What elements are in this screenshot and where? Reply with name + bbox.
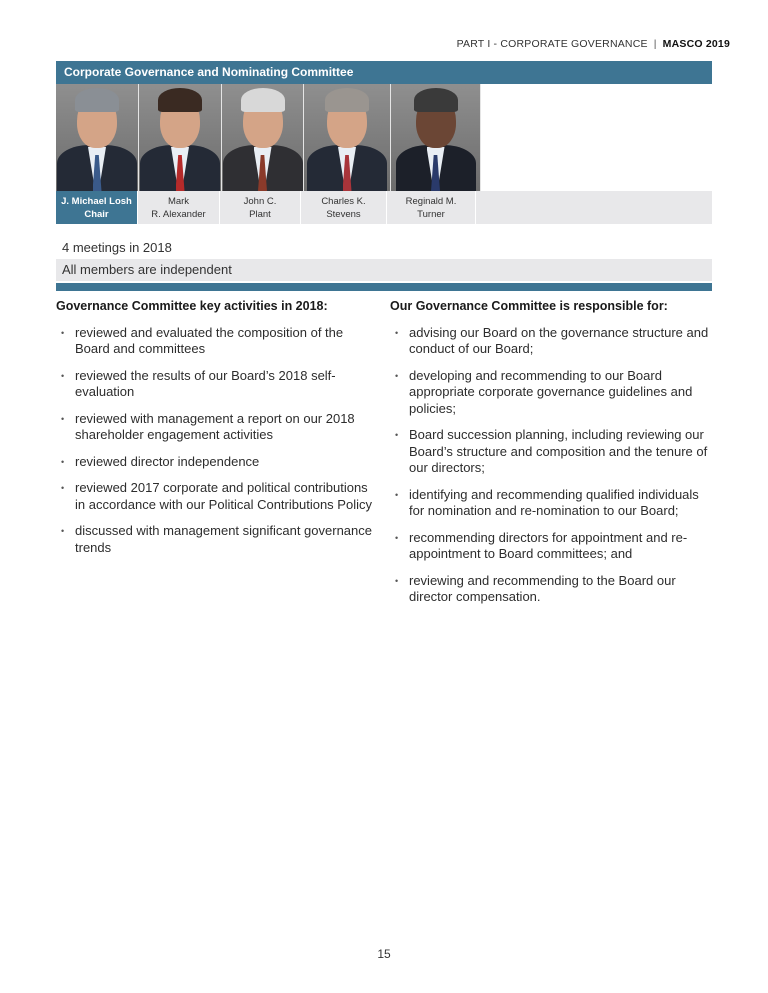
list-item: • reviewed 2017 corporate and political contributions in accordance with our Political Contributions Policy [56,480,374,513]
member-name-cell [138,191,220,224]
list-item: • Board succession planning, including reviewing our Board’s structure and composition and the tenure of our directors; [390,427,712,477]
member-name-cell [387,191,476,224]
member-name: Stevens [326,208,361,220]
page-number: 15 [377,947,391,961]
member-name: R. Alexander [151,208,206,220]
member-names-row [56,191,712,224]
list-item: • identifying and recommending qualified individuals for nomination and re-nomination to our Board; [390,487,712,520]
header-separator: | [653,38,657,50]
activities-heading: Governance Committee key activities in 2018: [56,299,328,313]
responsibilities-heading: Our Governance Committee is responsible for: [390,299,668,313]
list-item: • discussed with management significant governance trends [56,523,374,556]
member-name-cell [220,191,301,224]
header-brand: MASCO 2019 [662,38,730,50]
member-name-cell [301,191,387,224]
header-section: PART I - CORPORATE GOVERNANCE [456,38,648,50]
list-item: • reviewed director independence [56,454,374,471]
list-item: • reviewed the results of our Board’s 2018 self-evaluation [56,368,374,401]
member-name: Turner [417,208,445,220]
responsibilities-column [390,298,712,616]
member-name: John C. [243,195,277,207]
running-header [457,38,730,50]
activities-list [56,325,374,557]
member-name-chair [56,191,138,224]
member-photo-stevens [304,84,391,191]
member-name: J. Michael Losh [61,195,132,207]
member-photo-plant [222,84,304,191]
member-photo-turner [391,84,481,191]
member-role: Chair [84,208,109,220]
committee-title-bar: Corporate Governance and Nominating Committee [56,61,712,84]
member-photo-alexander [139,84,222,191]
independence-statement: All members are independent [56,259,712,281]
responsibilities-list [390,325,712,606]
member-name: Reginald M. [405,195,457,207]
member-name: Plant [249,208,271,220]
list-item: • reviewing and recommending to the Board our director compensation. [390,573,712,606]
meetings-count: 4 meetings in 2018 [62,240,172,255]
member-name: Charles K. [321,195,366,207]
list-item: • recommending directors for appointment and re-appointment to Board committees; and [390,530,712,563]
list-item: • reviewed with management a report on our 2018 shareholder engagement activities [56,411,374,444]
activities-column [56,298,374,566]
list-item: • advising our Board on the governance structure and conduct of our Board; [390,325,712,358]
section-divider [56,283,712,291]
member-photos [56,84,481,191]
list-item: • reviewed and evaluated the composition of the Board and committees [56,325,374,358]
member-photo-losh [56,84,139,191]
list-item: • developing and recommending to our Board appropriate corporate governance guidelines and policies; [390,368,712,418]
member-name: Mark [167,195,190,207]
